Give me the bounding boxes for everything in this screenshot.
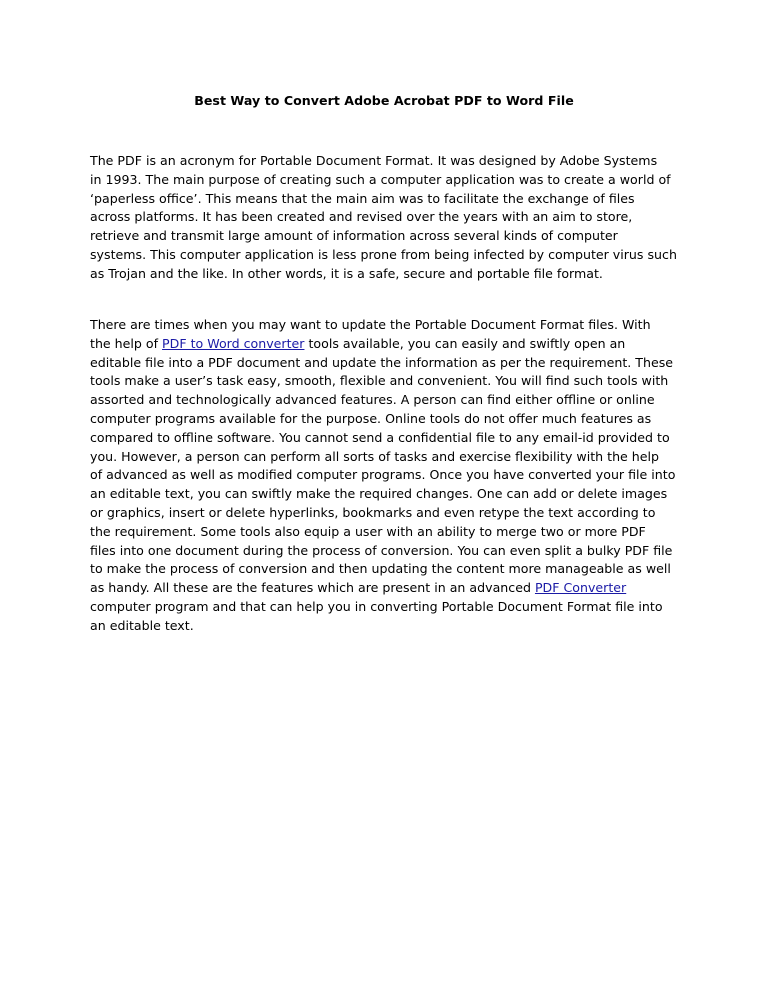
text-line: an editable text. xyxy=(90,617,194,633)
text-line: computer program and that can help you in converting Portable Document Format file into xyxy=(90,598,663,614)
text-line: The PDF is an acronym for Portable Document Format. It was designed by Adobe Systems xyxy=(90,153,658,168)
text-line: as Trojan and the like. In other words, it is a safe, secure and portable file format. xyxy=(90,265,603,281)
text-line: systems. This computer application is less prone from being infected by computer virus such xyxy=(90,246,677,262)
text-line: files into one document during the process of conversion. You can even split a bulky PDF file xyxy=(90,542,673,558)
text-line: across platforms. It has been created and revised over the years with an aim to store, xyxy=(90,209,633,225)
text-line: an editable text, you can swiftly make the required changes. One can add or delete images xyxy=(90,486,668,502)
text-line-with-link xyxy=(90,335,690,354)
text-fragment: as handy. All these are the features which are present in an advanced xyxy=(90,580,535,596)
text-line: of advanced as well as modified computer programs. Once you have converted your file into xyxy=(90,467,676,483)
text-line: editable file into a PDF document and update the information as per the requirement. These xyxy=(90,354,674,370)
text-line: compared to offline software. You cannot send a confidential file to any email-id provided to xyxy=(90,429,670,445)
text-line: you. However, a person can perform all sorts of tasks and exercise flexibility with the help xyxy=(90,448,660,464)
text-line: ‘paperless office’. This means that the main aim was to facilitate the exchange of files xyxy=(90,190,635,206)
text-line: tools make a user’s task easy, smooth, flexible and convenient. You will find such tools with xyxy=(90,373,669,389)
text-fragment: tools available, you can easily and swiftly open an xyxy=(304,335,626,351)
document-title: Best Way to Convert Adobe Acrobat PDF to Word File xyxy=(194,93,574,108)
text-line: or graphics, insert or delete hyperlinks, bookmarks and even retype the text according to xyxy=(90,504,656,520)
text-line: the requirement. Some tools also equip a user with an ability to merge two or more PDF xyxy=(90,523,646,539)
text-line-with-link xyxy=(90,579,690,598)
text-line: in 1993. The main purpose of creating such a computer application was to create a world of xyxy=(90,171,671,187)
pdf-converter-link[interactable]: PDF Converter xyxy=(534,580,627,596)
paragraph-conversion xyxy=(90,316,690,636)
text-line: computer programs available for the purpose. Online tools do not offer much features as xyxy=(90,410,652,426)
paragraph-intro xyxy=(90,152,690,284)
text-line: assorted and technologically advanced features. A person can find either offline or online xyxy=(90,392,655,408)
text-fragment: the help of xyxy=(90,335,163,351)
text-line: There are times when you may want to update the Portable Document Format files. With xyxy=(90,317,651,332)
pdf-to-word-converter-link[interactable]: PDF to Word converter xyxy=(162,335,305,351)
text-line: retrieve and transmit large amount of information across several kinds of computer xyxy=(90,228,618,244)
text-line: to make the process of conversion and then updating the content more manageable as well xyxy=(90,561,671,577)
